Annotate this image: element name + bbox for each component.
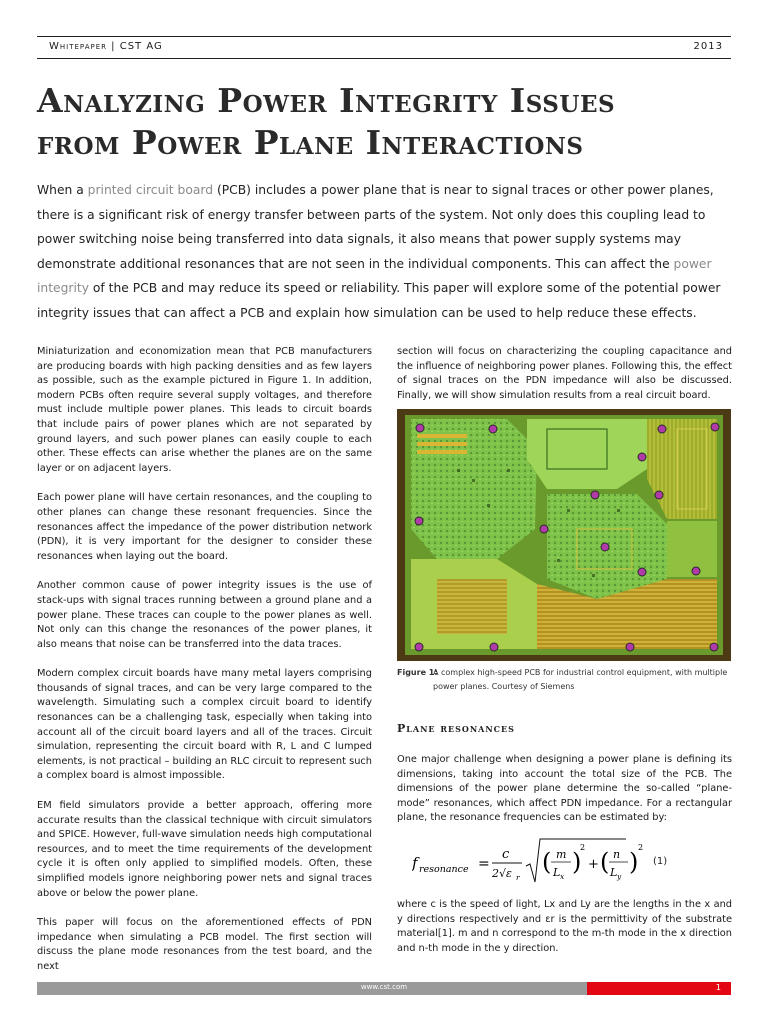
intro-paragraph <box>37 178 733 326</box>
section-heading: Plane resonances <box>397 722 515 735</box>
eq-denominator-sub: r <box>516 873 520 882</box>
svg-text:): ) <box>629 848 639 876</box>
page-title <box>37 80 737 164</box>
eq-lhs-sub: resonance <box>419 864 469 875</box>
figure-caption-text: A complex high-speed PCB for industrial control equipment, with multiple power planes. Courtesy of Siemens <box>433 668 728 691</box>
title-line-2: from Power Plane Interactions <box>37 123 584 162</box>
eq-n: n <box>613 848 621 861</box>
resonance-equation <box>412 836 682 888</box>
equation-explanation: where c is the speed of light, Lx and Ly are the lengths in the x and y directions respectively and εr is the permittivity of the substrate material[1]. m and n correspond to the m-th mode in the x direction and n-th mode in the y direction. <box>397 899 732 954</box>
right-column-section <box>397 753 732 841</box>
header-year: 2013 <box>693 41 723 52</box>
equation-number: (1) <box>653 856 668 867</box>
pcb-layout-illustration <box>397 409 731 661</box>
eq-Ly: L <box>610 866 618 879</box>
link-printed-circuit-board[interactable]: printed circuit board <box>87 183 214 197</box>
left-column <box>37 345 372 990</box>
eq-m: m <box>556 848 567 861</box>
intro-text-3: of the PCB and may reduce its speed or reliability. This paper will explore some of the potential power integrity issues that can affect a PCB and explain how simulation can be used to help reduce these effects. <box>37 281 721 320</box>
svg-text:=: = <box>478 856 490 872</box>
page-number: 1 <box>715 983 721 992</box>
eq-exp-1: 2 <box>580 843 586 852</box>
figure-caption <box>397 666 732 694</box>
header-publisher: Whitepaper | CST AG <box>49 41 163 52</box>
body-paragraph: Miniaturization and economization mean that PCB manufacturers are producing boards with high packing densities and as few layers as possible, such as the example pictured in Figure 1. In addition, modern PCBs often require several supply voltages, and therefore must include multiple power planes. This leads to circuit boards that include pairs of power planes which are not separated by ground layers, and such power planes can easily couple to each other. These effects can arise whether the planes are on the same layer or on adjacent layers. <box>37 346 372 474</box>
intro-text-2: (PCB) includes a power plane that is near to signal traces or other power planes, there is a significant risk of energy transfer between parts of the system. Not only does this coupling lead to power switching noise being transferred into data signals, it also means that power supply systems may demonstrate additional resonances that are not seen in the individual components. This can affect the <box>37 183 714 271</box>
eq-numerator: c <box>502 847 510 862</box>
eq-Ly-sub: y <box>617 872 622 881</box>
body-paragraph: Modern complex circuit boards have many metal layers comprising thousands of signal traces, and can be very large compared to the wavelength. Simulating such a complex circuit board to identify resonances can be a challenging task, especially when taking into account all of the circuit board layers and all of the traces. Circuit simulation, representing the circuit board with R, L and C lumped elements, is not practical – building an RLC circuit to represent such a complex board is almost impossible. <box>37 668 372 782</box>
eq-Lx-sub: x <box>560 872 565 881</box>
footer-url-link[interactable]: www.cst.com <box>360 983 408 991</box>
figure-label: Figure 1: <box>397 668 438 677</box>
title-line-1: Analyzing Power Integrity Issues <box>37 81 616 120</box>
right-column-intro <box>397 345 732 418</box>
body-paragraph: Each power plane will have certain resonances, and the coupling to other planes can change these resonant frequencies. Since the resonances affect the impedance of the power distribution network (PDN), it is very important for the designer to consider these resonances when laying out the board. <box>37 492 372 562</box>
svg-text:(: ( <box>600 848 610 876</box>
link-power-integrity[interactable]: power integrity <box>37 256 712 296</box>
page-footer <box>37 982 731 995</box>
body-paragraph: This paper will focus on the aforementioned effects of PDN impedance when simulating a PCB model. The first section will discuss the plane mode resonances from the test board, and the next <box>37 917 372 972</box>
eq-lhs: f <box>412 854 418 872</box>
header-rule-bottom <box>37 58 731 59</box>
running-header <box>37 41 731 55</box>
body-paragraph: Another common cause of power integrity issues is the use of stack-ups with signal traces running between a ground plane and a power plane. These traces can couple to the power planes as well. Not only can this change the resonances of the power planes, it also means that noise can be transferred into the data traces. <box>37 580 372 650</box>
equation-graphic <box>412 836 682 888</box>
svg-text:(: ( <box>542 848 552 876</box>
header-rule-top <box>37 36 731 37</box>
svg-text:+: + <box>588 857 599 872</box>
eq-denominator: 2√ε <box>492 867 512 880</box>
eq-exp-2: 2 <box>638 843 644 852</box>
body-paragraph: EM field simulators provide a better approach, offering more accurate results than the classical technique with circuit simulators and SPICE. However, full-wave simulation needs high computational resources, and to meet the time requirements of the development cycle it is often only applied to simplified models. Often, these simplified models ignore neighboring power nets and signal traces above or below the power plane. <box>37 800 372 899</box>
body-paragraph: One major challenge when designing a power plane is defining its dimensions, taking into account the total size of the PCB. The dimensions of the power plane determine the so-called “plane-mode” resonances, which affect PDN impedance. For a rectangular plane, the resonance frequencies can be estimated by: <box>397 754 732 824</box>
intro-text-1: When a <box>37 183 88 197</box>
body-paragraph: section will focus on characterizing the coupling capacitance and the influence of neighboring power planes. Following this, the effect of signal traces on the PDN impedance will also be discussed. Finally, we will show simulation results from a real circuit board. <box>397 346 732 401</box>
svg-text:): ) <box>572 848 582 876</box>
pcb-figure-image <box>397 409 731 661</box>
eq-Lx: L <box>553 866 561 879</box>
